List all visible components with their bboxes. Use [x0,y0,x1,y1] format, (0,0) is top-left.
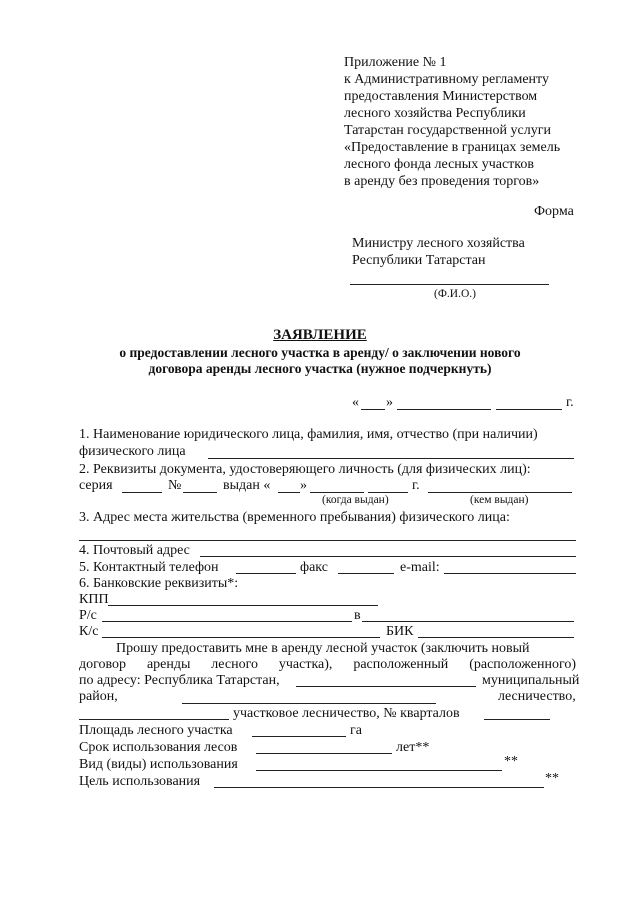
rs-blank[interactable] [102,621,352,622]
field-2-no-label: № [168,478,182,493]
doc-issue-year-blank[interactable] [368,492,408,493]
area-label: Площадь лесного участка [79,723,233,738]
date-open-quote: « [352,395,359,410]
fio-blank[interactable] [350,284,549,285]
request-line-4-start: район, [79,689,118,704]
doc-number-blank[interactable] [183,492,217,493]
appendix-line-6: «Предоставление в границах земель [344,140,561,155]
field-6-label: 6. Банковские реквизиты*: [79,576,239,591]
form-label: Форма [534,204,574,219]
field-2-line-1: 2. Реквизиты документа, удостоверяющего личность (для физических лиц): [79,462,531,477]
area-unit: га [350,723,362,738]
term-label: Срок использования лесов [79,740,238,755]
date-year-suffix: г. [566,395,574,410]
request-line-3-start: по адресу: Республика Татарстан, [79,673,280,688]
date-month-blank[interactable] [397,409,491,410]
rs-label: Р/с [79,608,97,623]
fax-blank[interactable] [338,573,394,574]
field-5-fax-label: факс [300,560,328,575]
kind-blank[interactable] [256,770,502,771]
phone-blank[interactable] [236,573,296,574]
title-line-1: о предоставлении лесного участка в аренду/ о заключении нового [119,345,521,360]
field-2-quote: » [300,478,307,493]
bank-in-label: в [354,608,361,623]
doc-series-blank[interactable] [122,492,162,493]
request-line-3-end: муниципальный [482,673,580,688]
field-2-issued-label: выдан « [223,478,271,493]
local-forestry-blank[interactable] [79,719,229,720]
caption-who-issued: (кем выдан) [470,494,529,506]
ks-blank[interactable] [102,637,380,638]
request-line-4-end: лесничество, [498,689,576,704]
field-1-line-1: 1. Наименование юридического лица, фамилия, имя, отчество (при наличии) [79,427,538,442]
purpose-mark: ** [545,771,559,786]
term-blank[interactable] [256,753,392,754]
field-3-blank[interactable] [79,540,576,541]
field-5-email-label: e-mail: [400,560,440,575]
kpp-label: КПП [79,592,109,607]
date-year-blank[interactable] [496,409,562,410]
area-blank[interactable] [252,736,346,737]
date-close-quote: » [386,395,393,410]
field-2-g: г. [412,478,420,493]
kind-label: Вид (виды) использования [79,757,238,772]
caption-when-issued: (когда выдан) [322,494,389,506]
term-unit: лет** [396,740,430,755]
appendix-line-7: лесного фонда лесных участков [344,157,534,172]
kpp-blank[interactable] [108,605,378,606]
purpose-label: Цель использования [79,774,201,789]
request-line-5-mid: участковое лесничество, № кварталов [233,706,460,721]
appendix-line-3: предоставления Министерством [344,89,538,104]
kind-mark: ** [504,754,518,769]
address-blank[interactable] [296,686,476,687]
appendix-line-8: в аренду без проведения торгов» [344,174,540,189]
email-blank[interactable] [444,573,576,574]
field-4-label: 4. Почтовый адрес [79,543,190,558]
doc-issue-month-blank[interactable] [310,492,364,493]
ks-label: К/с [79,624,99,639]
appendix-line-4: лесного хозяйства Республики [344,106,526,121]
addressee-line-2: Республики Татарстан [352,253,486,268]
request-line-2: договор аренды лесного участка), расположенный (расположенного) [79,657,576,672]
bik-blank[interactable] [418,637,574,638]
fio-caption: (Ф.И.О.) [434,288,476,300]
bank-name-blank[interactable] [362,621,574,622]
purpose-blank[interactable] [214,787,544,788]
field-2-seria-label: серия [79,478,113,493]
date-day-blank[interactable] [361,409,385,410]
appendix-line-2: к Административному регламенту [344,72,549,87]
district-blank[interactable] [182,703,436,704]
bik-label: БИК [386,624,414,639]
addressee-line-1: Министру лесного хозяйства [352,236,525,251]
request-line-1: Прошу предоставить мне в аренду лесной участок (заключить новый [116,641,530,656]
field-1-blank[interactable] [208,458,574,459]
doc-issue-day-blank[interactable] [278,492,300,493]
field-1-line-2: физического лица [79,444,186,459]
appendix-line-1: Приложение № 1 [344,55,447,70]
doc-issuer-blank[interactable] [428,492,572,493]
title-main: ЗАЯВЛЕНИЕ [273,327,367,343]
field-4-blank[interactable] [200,556,576,557]
field-3-label: 3. Адрес места жительства (временного пребывания) физического лица: [79,510,510,525]
quarters-blank[interactable] [484,719,550,720]
field-5-phone-label: 5. Контактный телефон [79,560,219,575]
appendix-line-5: Татарстан государственной услуги [344,123,551,138]
title-line-2: договора аренды лесного участка (нужное подчеркнуть) [148,361,492,376]
